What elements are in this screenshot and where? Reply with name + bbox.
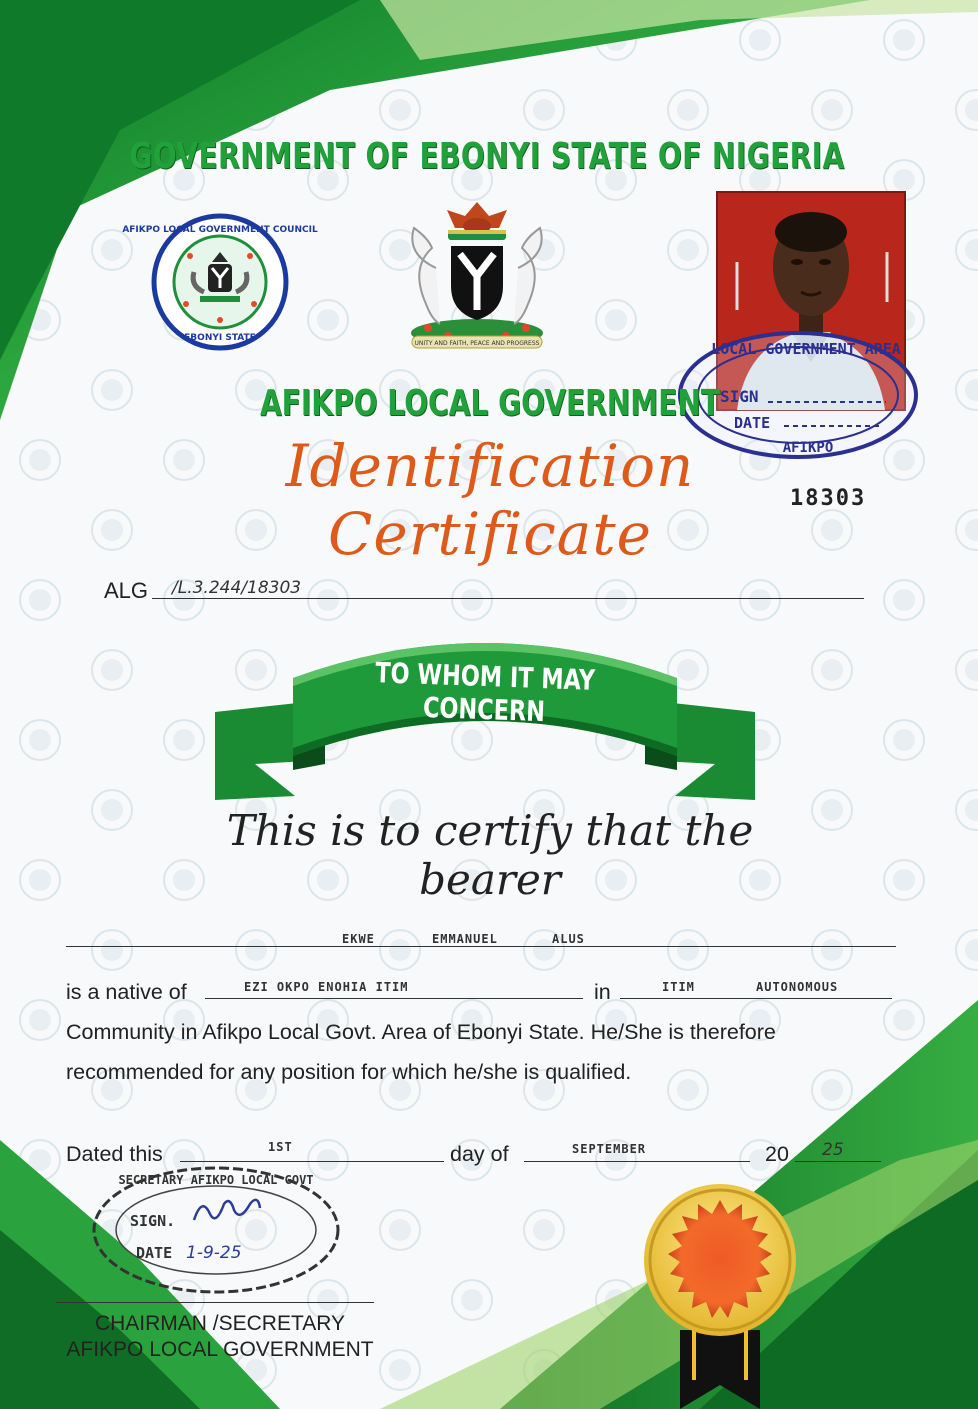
native-label: is a native of: [66, 980, 187, 1004]
photo-stamp-bottom: AFIKPO: [782, 440, 834, 456]
photo-stamp-sign: SIGN: [720, 387, 759, 406]
reference-value: /L.3.244/18303: [172, 578, 302, 598]
community-value-2: AUTONOMOUS: [756, 980, 839, 994]
day-value: 1ST: [268, 1140, 293, 1154]
council-seal-state: EBONYI STATE: [184, 333, 256, 343]
photo-stamp-top: LOCAL GOVERNMENT AREA: [711, 340, 901, 358]
photo-stamp-date: DATE: [734, 414, 771, 432]
community-underline: [620, 998, 892, 999]
year-prefix: 20: [765, 1142, 789, 1166]
government-title: GOVERNMENT OF EBONYI STATE OF NIGERIA: [129, 136, 845, 177]
signatory-title: CHAIRMAN /SECRETARY: [94, 1312, 346, 1335]
year-suffix: 25: [822, 1140, 844, 1160]
signature-stamp-date-label: DATE: [136, 1244, 173, 1262]
signature-stamp-ring: SECRETARY AFIKPO LOCAL GOVT: [118, 1173, 314, 1187]
month-underline: [524, 1161, 750, 1162]
council-seal-icon: [122, 212, 318, 352]
bearer-last-name: ALUS: [552, 932, 585, 946]
lga-title: AFIKPO LOCAL GOVERNMENT: [259, 383, 721, 424]
serial-number: 18303: [790, 486, 867, 511]
paragraph-line-2: recommended for any position for which he/she is qualified.: [66, 1060, 632, 1084]
banner-text: TO WHOM IT MAY CONCERN: [374, 656, 596, 729]
signature-stamp-sign: SIGN.: [130, 1212, 176, 1230]
coat-of-arms-icon: [388, 198, 566, 360]
council-seal-text: AFIKPO LOCAL GOVERNMENT COUNCIL: [122, 225, 318, 235]
signature-stamp: [86, 1160, 346, 1300]
name-underline: [66, 946, 896, 947]
village-value: EZI OKPO ENOHIA ITIM: [244, 980, 409, 994]
year-underline: [795, 1161, 881, 1162]
paragraph-line-1: Community in Afikpo Local Govt. Area of Ebonyi State. He/She is therefore: [66, 1020, 776, 1044]
bearer-first-name: EKWE: [342, 932, 375, 946]
day-of-label: day of: [450, 1142, 509, 1166]
month-value: SEPTEMBER: [572, 1142, 647, 1156]
signatory-org: AFIKPO LOCAL GOVERNMENT: [66, 1338, 374, 1361]
village-underline: [205, 998, 583, 999]
certify-text: This is to certify that the bearer: [226, 806, 754, 904]
coat-of-arms-motto: UNITY AND FAITH, PEACE AND PROGRESS: [414, 340, 540, 347]
reference-underline: [152, 598, 864, 599]
gold-seal-icon: [640, 1180, 800, 1409]
dated-label: Dated this: [66, 1142, 163, 1166]
community-value-1: ITIM: [662, 980, 695, 994]
reference-label: ALG: [104, 578, 149, 603]
signature-stamp-date-value: 1-9-25: [186, 1243, 242, 1263]
bearer-middle-name: EMMANUEL: [432, 932, 498, 946]
handwritten-signature: [194, 1200, 260, 1220]
in-label: in: [594, 980, 611, 1004]
signatory-underline: [56, 1302, 374, 1303]
certificate-title: Identification Certificate: [285, 432, 695, 568]
